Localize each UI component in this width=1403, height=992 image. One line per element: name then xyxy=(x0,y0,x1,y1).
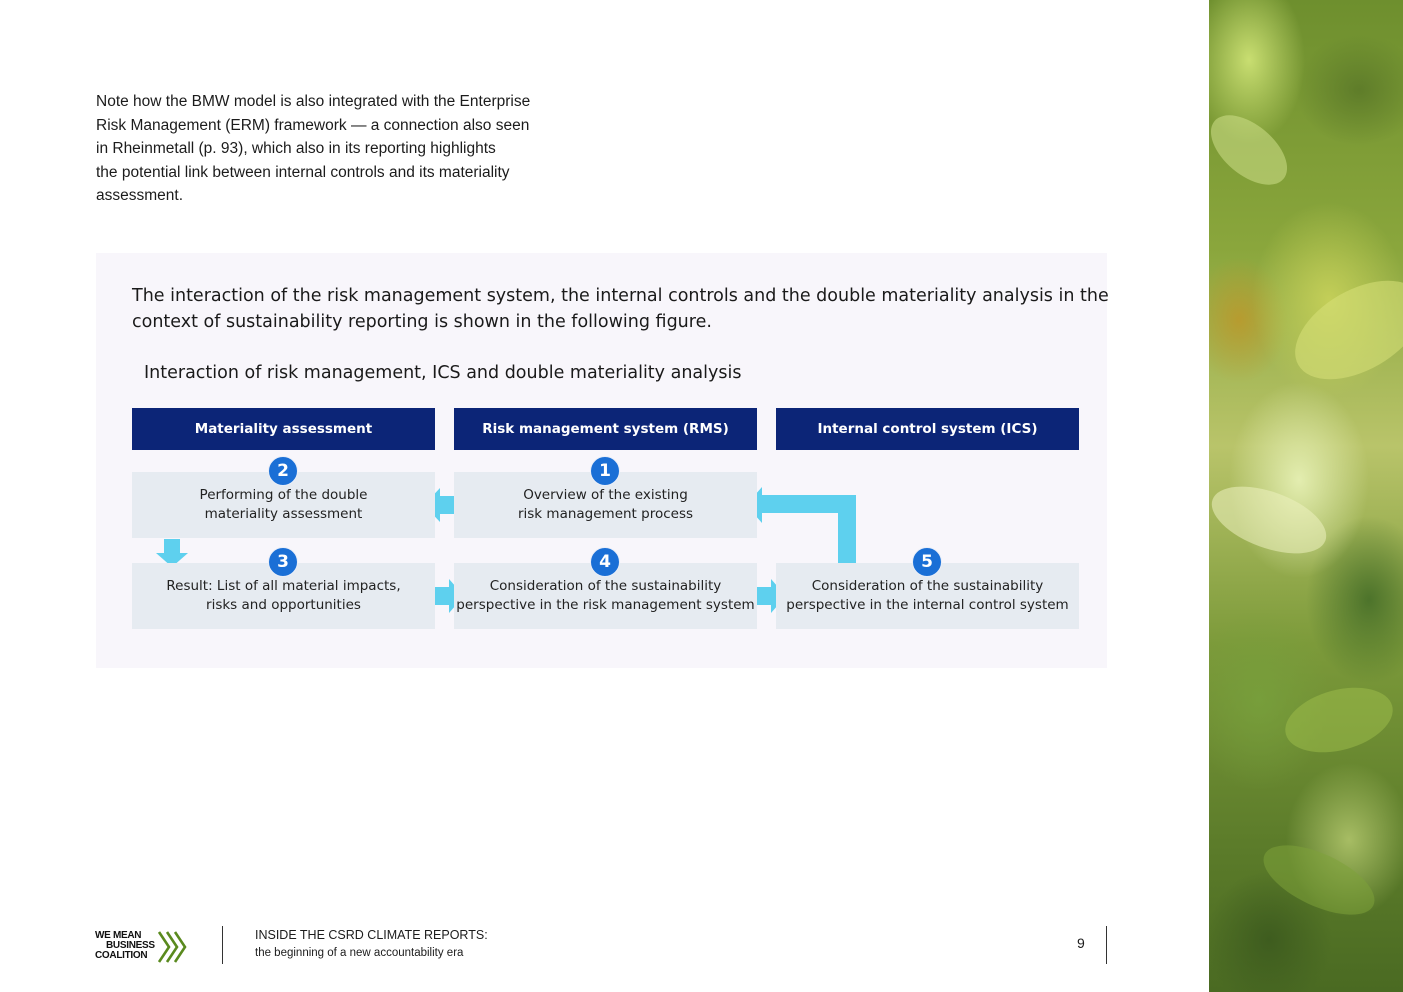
figure-panel xyxy=(96,253,1107,668)
footer-subtitle: the beginning of a new accountability era xyxy=(255,947,464,959)
step-text: Result: List of all material impacts, xyxy=(166,577,401,594)
step-text: Overview of the existing xyxy=(523,486,688,503)
step-badge-2: 2 xyxy=(268,456,298,486)
intro-line: Note how the BMW model is also integrated with the Enterprise xyxy=(96,93,531,110)
intro-line: the potential link between internal controls and its materiality xyxy=(96,163,510,181)
footer-title: INSIDE THE CSRD CLIMATE REPORTS: xyxy=(255,928,488,942)
column-header-rms: Risk management system (RMS) xyxy=(454,408,757,450)
step-text: Consideration of the sustainability xyxy=(811,577,1044,594)
step-text: risk management process xyxy=(517,506,694,522)
step-badge-1: 1 xyxy=(590,456,620,486)
step-text: Performing of the double xyxy=(199,486,368,503)
logo-line: COALITION xyxy=(95,950,148,961)
step-badge-3: 3 xyxy=(268,547,298,577)
step-text: perspective in the internal control system xyxy=(786,597,1069,613)
intro-paragraph xyxy=(96,90,566,208)
intro-line: assessment. xyxy=(96,187,184,204)
step-text: Consideration of the sustainability xyxy=(489,577,722,594)
leaf-icon xyxy=(1209,0,1403,992)
step-text: risks and opportunities xyxy=(206,597,361,613)
step-badge-4: 4 xyxy=(590,547,620,577)
foliage-photo xyxy=(1209,0,1403,992)
column-header-ics: Internal control system (ICS) xyxy=(776,408,1079,450)
step-text: materiality assessment xyxy=(204,506,363,522)
figure-title: Interaction of risk management, ICS and double materiality analysis xyxy=(144,363,742,383)
wmb-logo xyxy=(95,930,195,964)
figure-heading-line: context of sustainability reporting is shown in the following figure. xyxy=(132,312,712,332)
intro-line: in Rheinmetall (p. 93), which also in its reporting highlights xyxy=(96,140,496,157)
intro-line: Risk Management (ERM) framework — a connection also seen xyxy=(96,116,530,134)
logo-line: BUSINESS xyxy=(106,940,155,951)
page-number-divider xyxy=(1106,926,1107,964)
column-header-materiality: Materiality assessment xyxy=(132,408,435,450)
logo-line: WE MEAN xyxy=(95,930,142,941)
arrow-loop-icon xyxy=(746,487,856,563)
step-text: perspective in the risk management system xyxy=(456,597,755,613)
figure-heading-line: The interaction of the risk management system, the internal controls and the double materiality analysis in the xyxy=(132,286,1109,306)
step-badge-5: 5 xyxy=(912,547,942,577)
page-number: 9 xyxy=(1077,935,1085,951)
footer-divider xyxy=(222,926,223,964)
chevrons-icon xyxy=(157,930,191,964)
